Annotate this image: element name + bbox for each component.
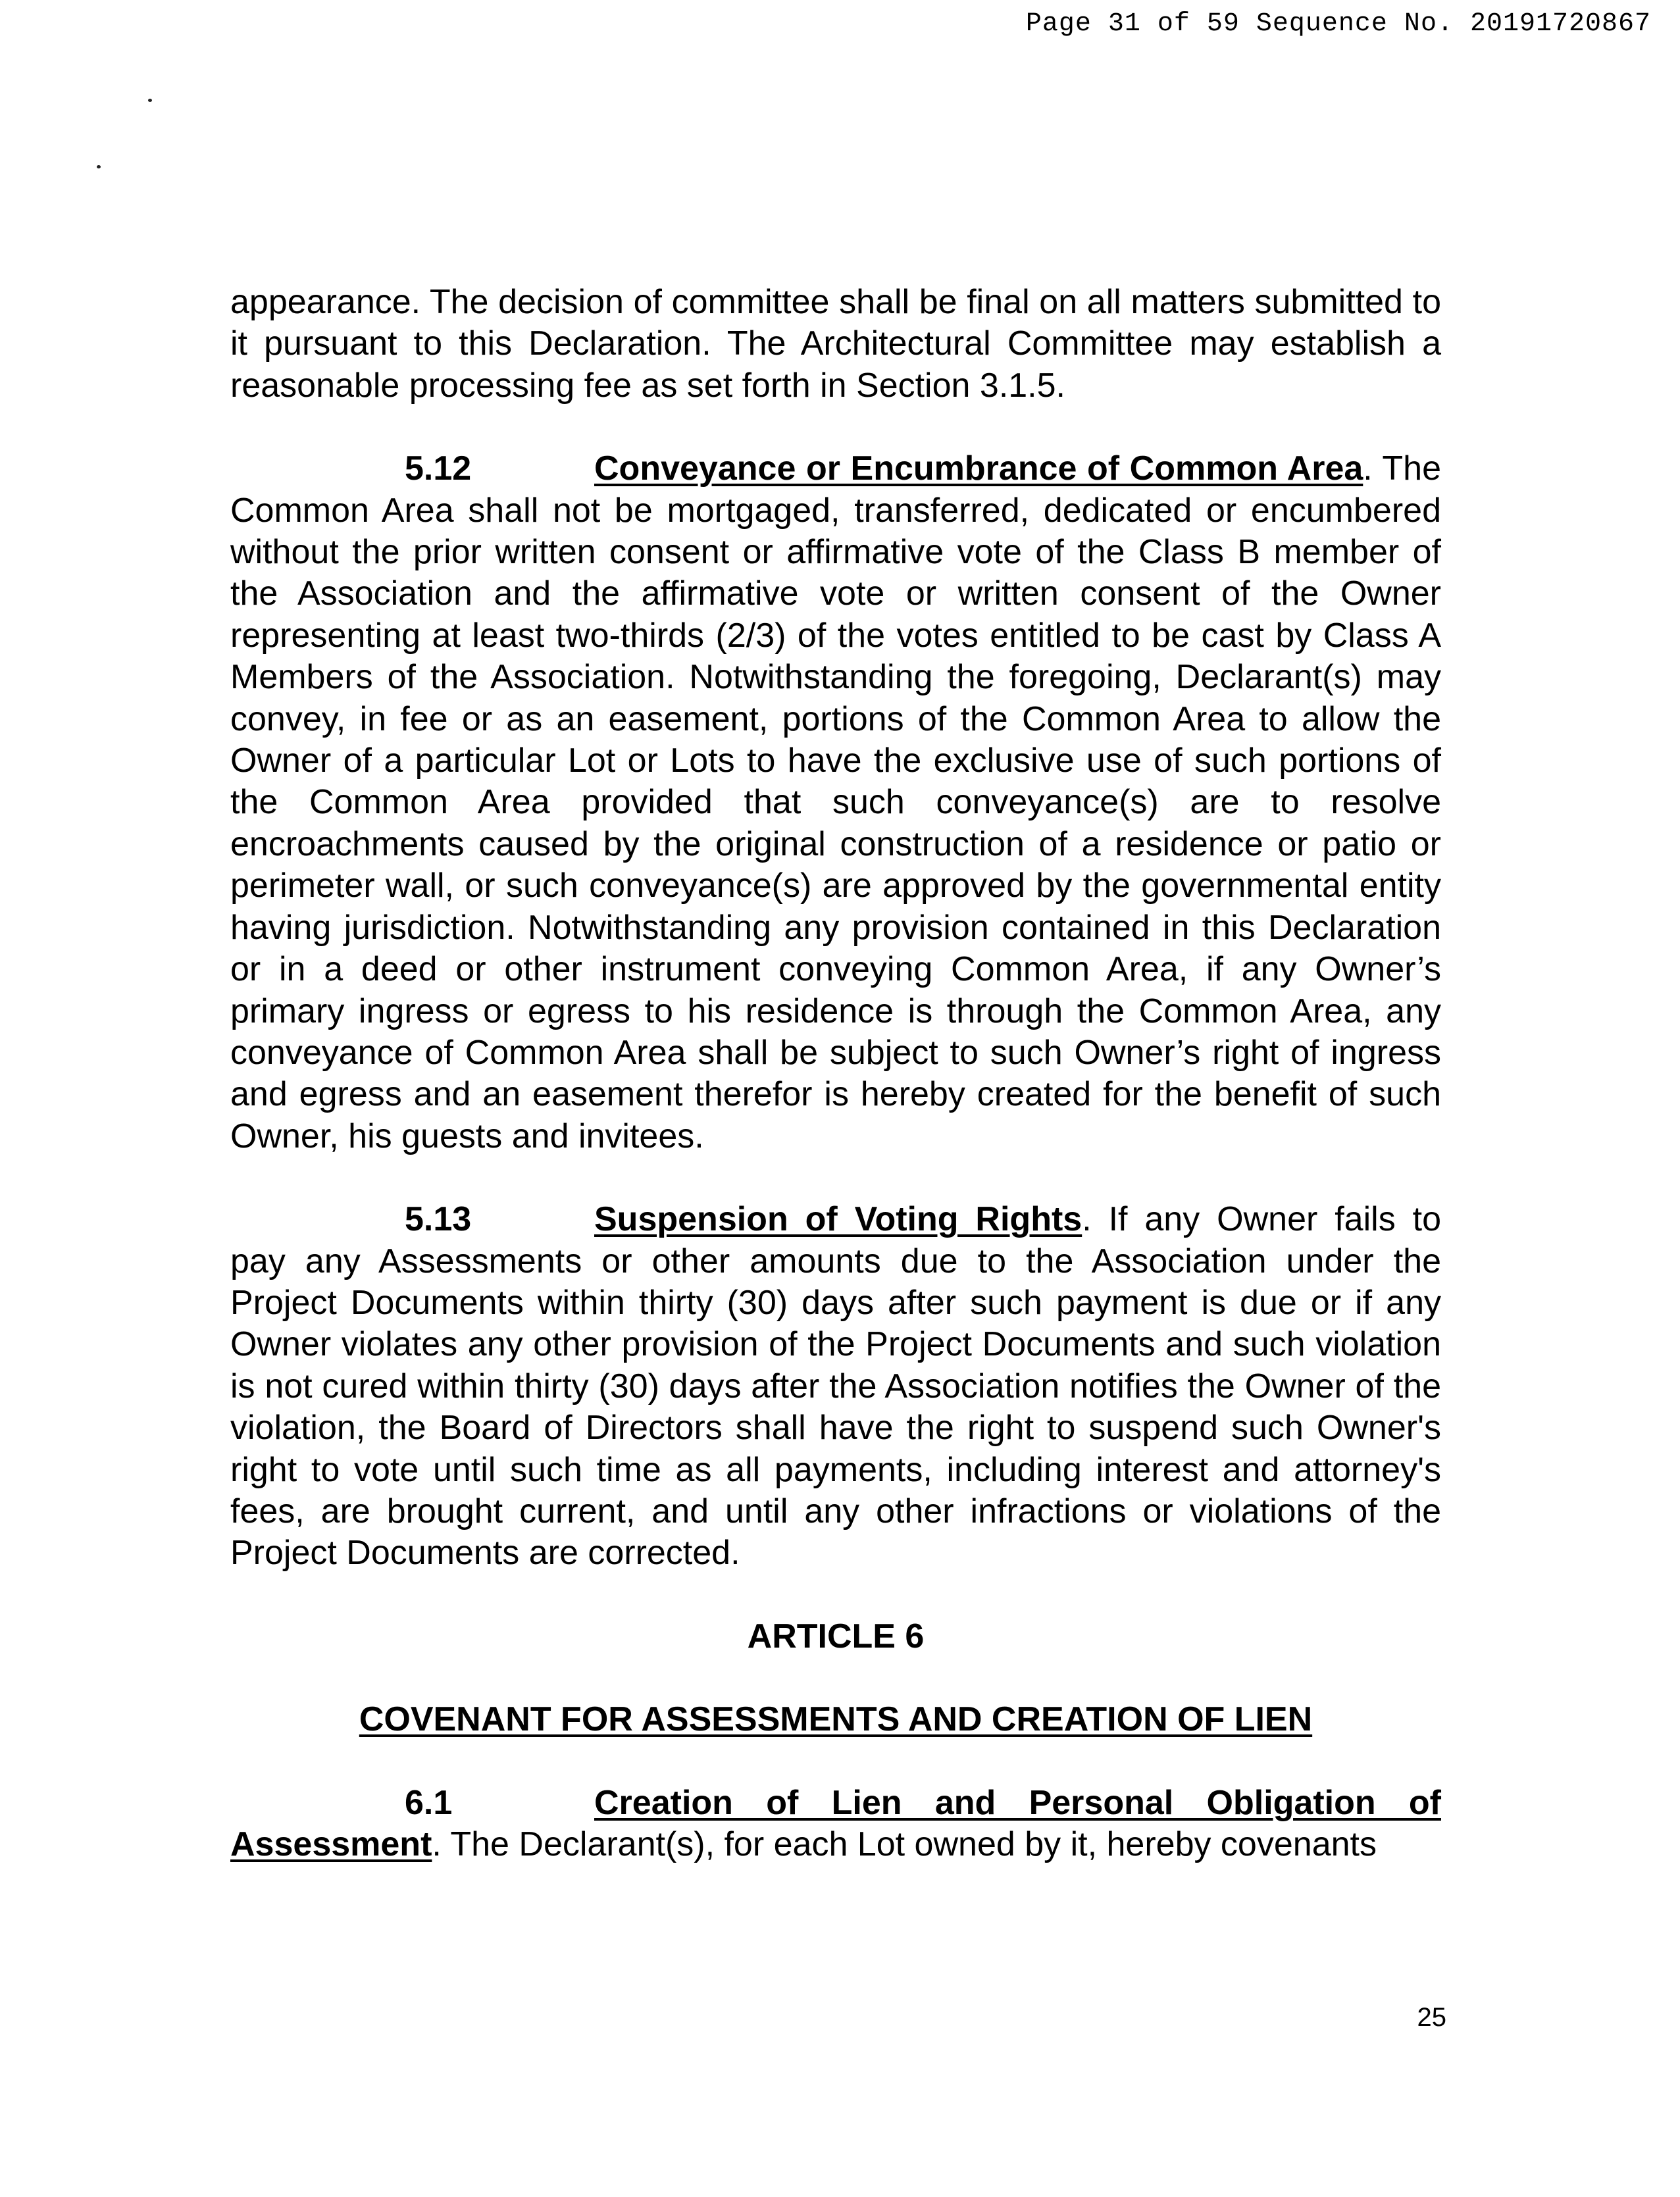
document-body	[230, 282, 1441, 1907]
section-5-13	[230, 1199, 1441, 1575]
scan-speck	[148, 99, 152, 102]
article-title: COVENANT FOR ASSESSMENTS AND CREATION OF LIEN	[359, 1700, 1313, 1739]
continuation-paragraph: appearance. The decision of committee shall be final on all matters submitted to it pursuant to this Declaration. The Architectural Committee may establish a reasonable processing fee as set forth in Section 3.1.5.	[230, 283, 1441, 405]
scan-speck	[97, 165, 101, 168]
page-number: 25	[1417, 2003, 1446, 2032]
section-text: . If any Owner fails to pay any Assessments or other amounts due to the Association under the Project Documents within thirty (30) days after such payment is due or if any Owner violates any other provision of the Project Documents and such violation is not cured within thirty (30) days after the Association notifies the Owner of the violation, the Board of Directors shall have the right to suspend such Owner's right to vote until such time as all payments, including interest and attorney's fees, are brought current, and until any other infractions or violations of the Project Documents are corrected.	[230, 1200, 1441, 1573]
section-heading: Suspension of Voting Rights	[594, 1200, 1082, 1239]
section-5-12	[230, 448, 1441, 1157]
article-number: ARTICLE 6	[747, 1617, 925, 1655]
section-number: 5.13	[405, 1200, 472, 1239]
section-number: 5.12	[405, 449, 472, 488]
section-6-1	[230, 1782, 1441, 1866]
section-text: . The Declarant(s), for each Lot owned by it, hereby covenants	[432, 1825, 1377, 1863]
section-number: 6.1	[405, 1783, 453, 1822]
section-heading: Conveyance or Encumbrance of Common Area	[594, 449, 1363, 488]
section-text: . The Common Area shall not be mortgaged, transferred, dedicated or encumbered without the prior written consent or affirmative vote of the Class B member of the Association and the affirmative vote or written consent of the Owner representing at least two-thirds (2/3) of the votes entitled to be cast by Class A Members of the Association. Notwithstanding the foregoing, Declarant(s) may convey, in fee or as an easement, portions of the Common Area to allow the Owner of a particular Lot or Lots to have the exclusive use of such portions of the Common Area provided that such conveyance(s) are to resolve encroachments caused by the original construction of a residence or patio or perimeter wall, or such conveyance(s) are approved by the governmental entity having jurisdiction. Notwithstanding any provision contained in this Declaration or in a deed or other instrument conveying Common Area, if any Owner’s primary ingress or egress to his residence is through the Common Area, any conveyance of Common Area shall be subject to such Owner’s right of ingress and egress and an easement therefor is hereby created for the benefit of such Owner, his guests and invitees.	[230, 449, 1441, 1155]
page-sequence-stamp: Page 31 of 59 Sequence No. 20191720867	[1025, 9, 1651, 39]
section-heading: Creation of Lien and Personal Obligation of Assessment	[230, 1783, 1441, 1863]
